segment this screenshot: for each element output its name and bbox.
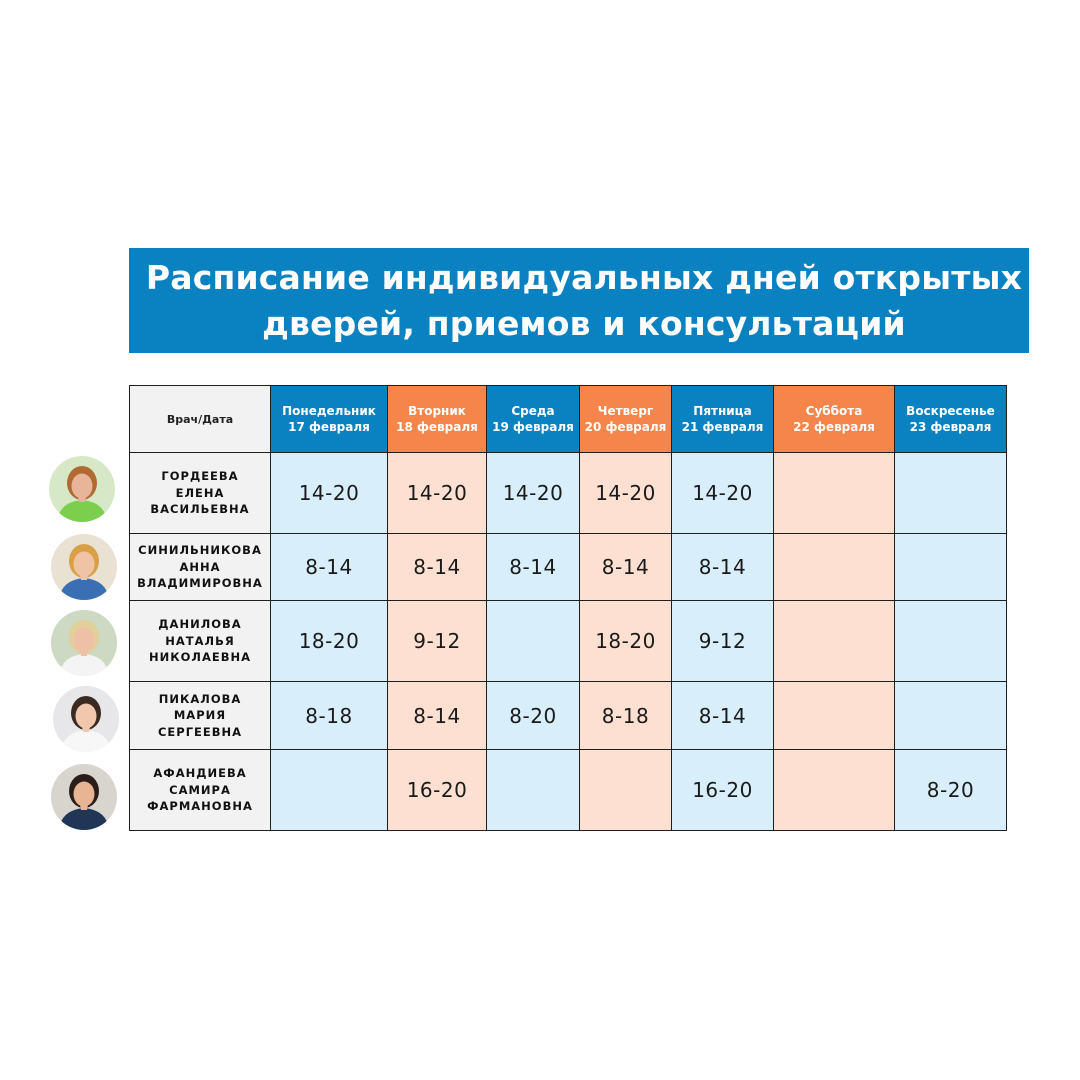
hours-value: 14-20	[595, 481, 656, 505]
hours-value: 14-20	[502, 481, 564, 505]
schedule-cell	[773, 533, 895, 601]
day-header-text	[396, 403, 478, 435]
doctor-name-cell	[129, 749, 271, 831]
hours-value: 18-20	[298, 629, 360, 653]
day-name: Вторник	[408, 404, 466, 418]
day-header	[387, 385, 487, 453]
schedule-cell	[579, 749, 672, 831]
schedule-cell	[671, 533, 774, 601]
schedule-cell	[486, 600, 580, 682]
schedule-cell	[894, 533, 1007, 601]
title-banner	[129, 248, 1029, 353]
doctor-name: АФАНДИЕВА САМИРА ФАРМАНОВНА	[147, 766, 253, 814]
doctor-name-cell	[129, 600, 271, 682]
hours-value: 14-20	[692, 481, 753, 505]
hours-value: 8-14	[413, 555, 461, 579]
schedule-cell	[486, 533, 580, 601]
doctor-avatar	[53, 686, 119, 752]
schedule-cell	[773, 749, 895, 831]
hours-value: 8-14	[698, 555, 747, 579]
hours-value: 8-14	[413, 703, 461, 728]
schedule-cell	[894, 600, 1007, 682]
doctor-name: ГОРДЕЕВА ЕЛЕНА ВАСИЛЬЕВНА	[150, 469, 250, 517]
day-header	[773, 385, 895, 453]
day-date: 20 февраля	[584, 420, 667, 434]
hours-value: 8-20	[509, 703, 557, 728]
schedule-cell	[894, 452, 1007, 534]
day-date: 19 февраля	[492, 420, 574, 434]
day-date: 17 февраля	[288, 420, 370, 434]
day-date: 22 февраля	[793, 420, 875, 434]
doctor-name: ПИКАЛОВА МАРИЯ СЕРГЕЕВНА	[157, 691, 243, 739]
schedule-cell	[270, 533, 388, 601]
doctor-name-cell	[129, 533, 271, 601]
page-title: Расписание индивидуальных дней открытых дверей, приемов и консультаций	[145, 257, 1023, 343]
hours-value: 9-12	[698, 629, 747, 653]
day-header	[486, 385, 580, 453]
schedule-cell	[579, 533, 672, 601]
schedule-cell	[270, 681, 388, 750]
day-header-text	[492, 403, 574, 435]
hours-value: 8-20	[926, 778, 975, 802]
day-name: Среда	[511, 404, 555, 418]
schedule-cell	[387, 452, 487, 534]
hours-value: 14-20	[406, 481, 468, 505]
schedule-cell	[387, 600, 487, 682]
schedule-cell	[671, 749, 774, 831]
hours-value: 14-20	[298, 481, 360, 505]
doctor-avatar	[49, 456, 115, 522]
day-name: Пятница	[693, 404, 752, 418]
schedule-cell	[671, 681, 774, 750]
hours-value: 9-12	[413, 629, 461, 653]
schedule-cell	[671, 452, 774, 534]
doctor-name: СИНИЛЬНИКОВА АННА ВЛАДИМИРОВНА	[137, 543, 263, 591]
hours-value: 16-20	[692, 778, 753, 802]
day-header-text	[906, 403, 995, 435]
day-header-text	[282, 403, 376, 435]
hours-value: 8-18	[601, 703, 650, 728]
schedule-cell	[894, 681, 1007, 750]
doctor-avatar	[51, 534, 117, 600]
hours-value: 8-14	[305, 555, 353, 579]
hours-value: 16-20	[406, 778, 468, 802]
schedule-cell	[579, 600, 672, 682]
schedule-cell	[486, 681, 580, 750]
doctor-name-cell	[129, 452, 271, 534]
schedule-cell	[270, 452, 388, 534]
day-header	[671, 385, 774, 453]
day-date: 21 февраля	[681, 420, 764, 434]
doctor-name-cell	[129, 681, 271, 750]
schedule-cell	[671, 600, 774, 682]
schedule-cell	[270, 749, 388, 831]
schedule-cell	[486, 749, 580, 831]
day-header	[270, 385, 388, 453]
hours-value: 8-14	[509, 555, 557, 579]
doctor-name: ДАНИЛОВА НАТАЛЬЯ НИКОЛАЕВНА	[148, 617, 252, 665]
day-header	[894, 385, 1007, 453]
schedule-cell	[773, 681, 895, 750]
schedule-cell	[387, 533, 487, 601]
hours-value: 8-14	[601, 555, 650, 579]
day-name: Четверг	[597, 404, 654, 418]
day-date: 23 февраля	[909, 420, 992, 434]
schedule-cell	[270, 600, 388, 682]
day-header-text	[585, 403, 667, 435]
day-name: Воскресенье	[906, 404, 995, 418]
doctor-avatar	[51, 764, 117, 830]
schedule-cell	[773, 452, 895, 534]
schedule-cell	[579, 681, 672, 750]
day-name: Понедельник	[282, 404, 376, 418]
schedule-cell	[387, 749, 487, 831]
day-header-text	[793, 403, 875, 435]
day-name: Суббота	[805, 404, 863, 418]
hours-value: 18-20	[595, 629, 656, 653]
schedule-cell	[579, 452, 672, 534]
schedule-cell	[773, 600, 895, 682]
schedule-cell	[486, 452, 580, 534]
doctor-avatar	[51, 610, 117, 676]
hours-value: 8-18	[305, 703, 353, 728]
schedule-cell	[894, 749, 1007, 831]
day-header-text	[682, 403, 764, 435]
corner-header	[129, 385, 271, 453]
schedule-cell	[387, 681, 487, 750]
day-date: 18 февраля	[396, 420, 478, 434]
hours-value: 8-14	[698, 703, 747, 728]
corner-label: Врач/Дата	[166, 412, 234, 426]
day-header	[579, 385, 672, 453]
